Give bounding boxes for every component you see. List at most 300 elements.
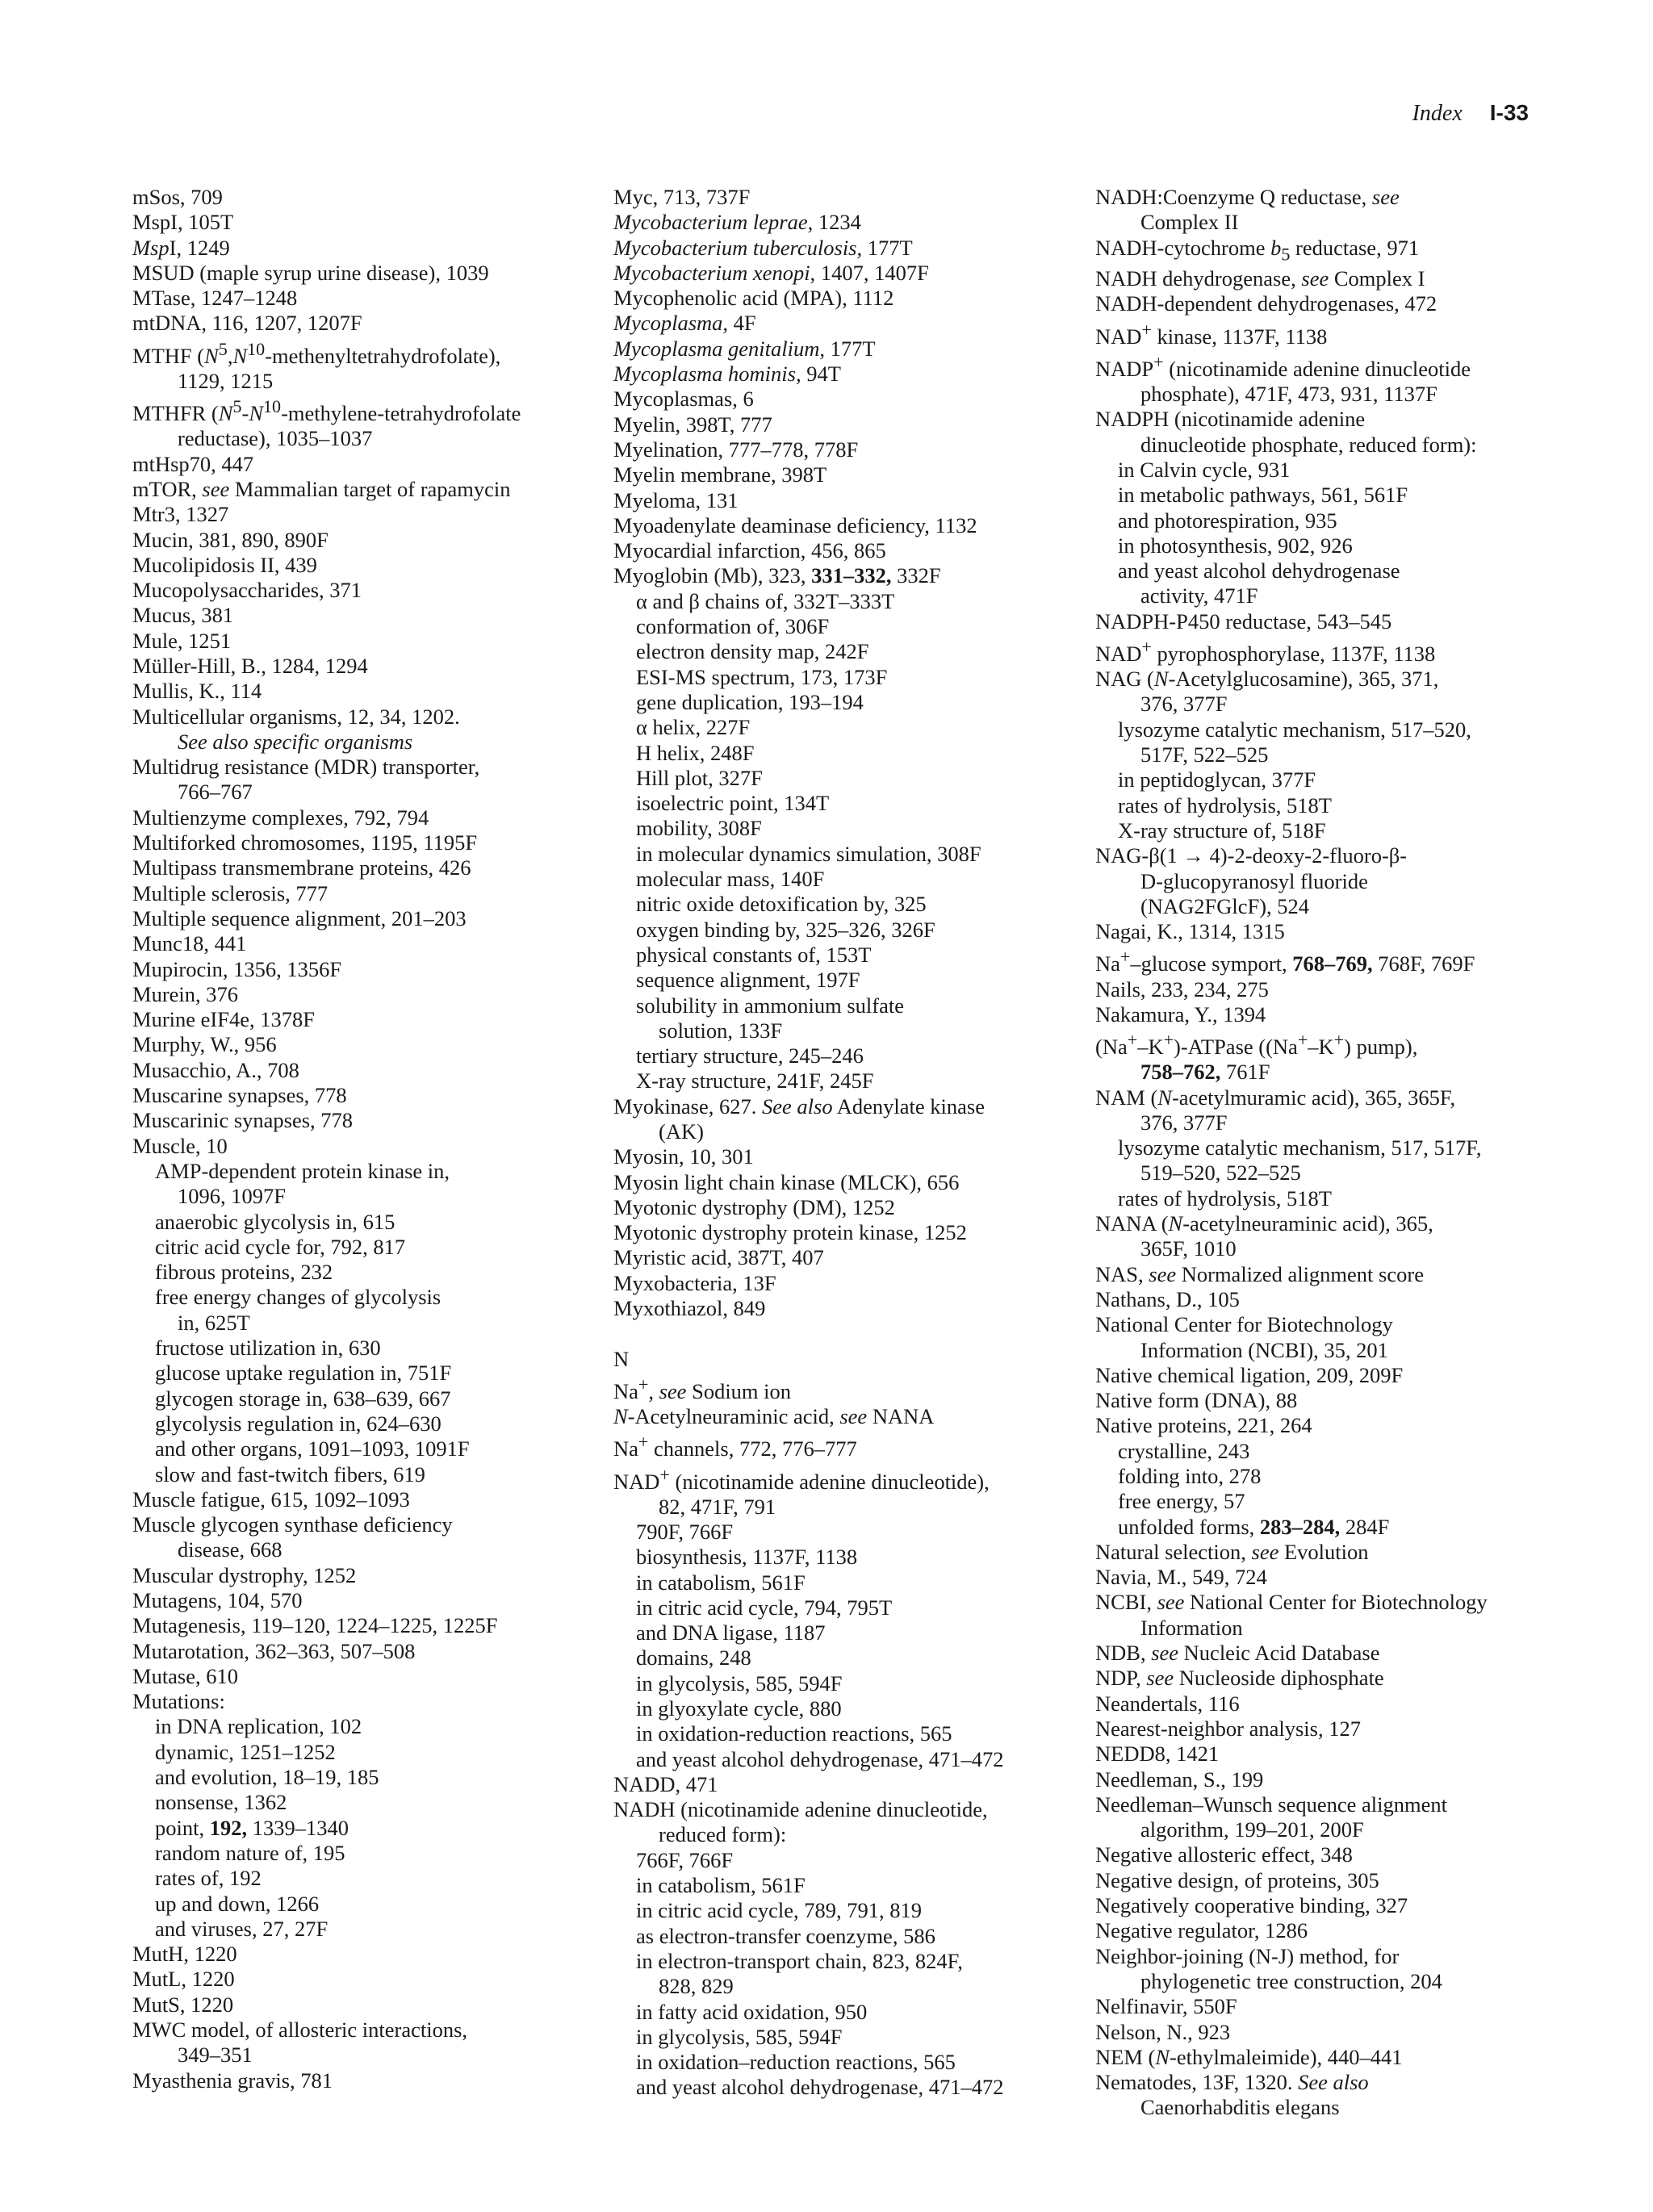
index-entry: [613, 311, 1073, 336]
index-entry: [1095, 1994, 1555, 2019]
entry-line: ESI-MS spectrum, 173, 173F: [636, 664, 888, 689]
entry-continuation: Information (NCBI), 35, 201: [1140, 1337, 1388, 1362]
index-entry: [132, 705, 592, 755]
entry-line: MspI, 1249: [132, 235, 230, 260]
section-gap: [613, 1321, 1073, 1346]
index-subentry: [613, 614, 1073, 639]
entry-line: Muscarine synapses, 778: [132, 1083, 347, 1108]
entry-line: Myxobacteria, 13F: [613, 1270, 776, 1295]
entry-line: Negatively cooperative binding, 327: [1095, 1893, 1408, 1918]
index-subentry: [613, 1520, 1073, 1545]
entry-line: Myoadenylate deaminase deficiency, 1132: [613, 512, 977, 537]
index-subentry: [613, 1043, 1073, 1068]
index-entry: [1095, 1666, 1555, 1691]
index-subentry: [1095, 558, 1555, 609]
entry-line: folding into, 278: [1118, 1463, 1262, 1488]
index-entry: [613, 236, 1073, 261]
index-subentry: [1095, 1464, 1555, 1489]
index-entry: [613, 210, 1073, 235]
entry-line: Mycobacterium tuberculosis, 177T: [613, 235, 913, 260]
index-entry: [613, 1372, 1073, 1404]
index-entry: [613, 1462, 1073, 1520]
index-subentry: [613, 690, 1073, 715]
entry-line: Musacchio, A., 708: [132, 1057, 299, 1082]
index-entry: [132, 185, 592, 210]
entry-line: NAG (N-Acetylglucosamine), 365, 371,: [1095, 667, 1439, 692]
index-entry: [613, 1195, 1073, 1220]
entry-line: Murphy, W., 956: [132, 1032, 277, 1057]
entry-line: NANA (N-acetylneuraminic acid), 365,: [1095, 1211, 1433, 1236]
entry-line: Myelination, 777–778, 778F: [613, 437, 859, 462]
index-entry: [132, 1487, 592, 1512]
entry-line: sequence alignment, 197F: [636, 968, 860, 993]
index-subentry: [613, 1645, 1073, 1670]
index-subentry: [132, 1361, 592, 1386]
index-entry: [1095, 2070, 1555, 2121]
entry-line: slow and fast-twitch fibers, 619: [155, 1461, 425, 1487]
entry-line: Mutarotation, 362–363, 507–508: [132, 1638, 416, 1663]
index-entry: [132, 452, 592, 477]
index-subentry: [613, 1595, 1073, 1620]
entry-line: in photosynthesis, 902, 926: [1118, 533, 1353, 558]
index-entry: [613, 387, 1073, 412]
entry-line: domains, 248: [636, 1645, 751, 1670]
index-subentry: [132, 1210, 592, 1235]
index-entry: [132, 1967, 592, 1992]
index-subentry: [613, 1721, 1073, 1746]
index-entry: [1095, 236, 1555, 267]
entry-line: NAM (N-acetylmuramic acid), 365, 365F,: [1095, 1085, 1456, 1110]
entry-line: Myocardial infarction, 456, 865: [613, 538, 886, 563]
entry-line: and yeast alcohol dehydrogenase, 471–472: [636, 2075, 1004, 2100]
entry-line: and viruses, 27, 27F: [155, 1916, 329, 1941]
index-entry: [1095, 609, 1555, 634]
entry-line: Hill plot, 327F: [636, 765, 763, 790]
entry-line: Mullis, K., 114: [132, 679, 262, 704]
entry-line: in DNA replication, 102: [155, 1714, 362, 1739]
entry-line: Myokinase, 627. See also Adenylate kinase: [613, 1093, 985, 1119]
entry-line: random nature of, 195: [155, 1840, 345, 1865]
entry-line: MTHF $(N^5,N^{10}-methenyltetrahydrofolate)$,: [132, 338, 501, 368]
entry-line: Neandertals, 116: [1095, 1691, 1240, 1716]
entry-continuation: 1096, 1097F: [178, 1184, 286, 1209]
index-entry: [1095, 1540, 1555, 1565]
entry-line: National Center for Biotechnology: [1095, 1312, 1393, 1337]
index-entry: [1095, 1590, 1555, 1641]
index-entry: [1095, 1363, 1555, 1388]
entry-line: Myristic acid, 387T, 407: [613, 1245, 824, 1270]
index-subentry: [1095, 1186, 1555, 1211]
entry-continuation: 828, 829: [659, 1974, 734, 1999]
index-entry: [132, 553, 592, 578]
index-entry: [613, 1347, 1073, 1372]
entry-line: MSUD (maple syrup urine disease), 1039: [132, 260, 489, 285]
entry-continuation: solution, 133F: [659, 1018, 783, 1043]
index-entry: [132, 881, 592, 906]
entry-line: X-ray structure, 241F, 245F: [636, 1068, 874, 1093]
index-subentry: [132, 1235, 592, 1260]
index-entry: [132, 210, 592, 235]
entry-line: Myasthenia gravis, 781: [132, 2068, 333, 2093]
index-entry: [132, 629, 592, 654]
index-subentry: [1095, 483, 1555, 508]
index-subentry: [613, 1696, 1073, 1721]
entry-line: Mupirocin, 1356, 1356F: [132, 956, 342, 981]
index-entry: [132, 755, 592, 805]
entry-line: Nails, 233, 234, 275: [1095, 976, 1269, 1001]
index-subentry: [613, 1924, 1073, 1949]
entry-line: N-Acetylneuraminic acid, see NANA: [613, 1404, 935, 1429]
entry-continuation: reductase), 1035–1037: [178, 426, 373, 451]
index-entry: [1095, 1716, 1555, 1742]
index-entry: [132, 311, 592, 336]
index-entry: [1095, 1641, 1555, 1666]
entry-line: in electron-transport chain, 823, 824F,: [636, 1948, 963, 1973]
entry-line: Mutagenesis, 119–120, 1224–1225, 1225F: [132, 1613, 498, 1638]
entry-line: Myosin light chain kinase (MLCK), 656: [613, 1169, 960, 1194]
index-subentry: [613, 766, 1073, 791]
index-entry: [1095, 944, 1555, 976]
entry-line: rates of, 192: [155, 1866, 262, 1891]
entry-line: NADH dehydrogenase, see Complex I: [1095, 266, 1425, 291]
entry-line: Multienzyme complexes, 792, 794: [132, 805, 429, 830]
index-subentry: [132, 1917, 592, 1942]
entry-line: MWC model, of allosteric interactions,: [132, 2018, 468, 2043]
index-entry: [613, 185, 1073, 210]
entry-line: Nakamura, Y., 1394: [1095, 1001, 1266, 1027]
entry-continuation: 766–767: [178, 780, 253, 805]
entry-line: Mtr3, 1327: [132, 502, 229, 527]
index-subentry: [613, 639, 1073, 664]
index-subentry: [132, 1285, 592, 1336]
entry-line: Na+, see Sodium ion: [613, 1374, 792, 1403]
entry-line: Multidrug resistance (MDR) transporter,: [132, 755, 480, 780]
entry-line: citric acid cycle for, 792, 817: [155, 1234, 406, 1259]
entry-line: anaerobic glycolysis in, 615: [155, 1209, 395, 1234]
entry-continuation: in, 625T: [178, 1310, 250, 1335]
index-entry: [132, 2068, 592, 2093]
index-subentry: [132, 1411, 592, 1436]
entry-line: Native form (DNA), 88: [1095, 1388, 1298, 1413]
index-entry: [613, 1271, 1073, 1296]
entry-line: NEM (N-ethylmaleimide), 440–441: [1095, 2044, 1403, 2069]
index-subentry: [613, 1873, 1073, 1898]
entry-line: Müller-Hill, B., 1284, 1294: [132, 654, 368, 678]
index-entry: [132, 654, 592, 679]
entry-line: Nelfinavir, 550F: [1095, 1994, 1237, 2019]
index-entry: [613, 1094, 1073, 1145]
index-entry: [132, 1664, 592, 1689]
entry-line: Murein, 376: [132, 981, 239, 1006]
index-entry: [613, 1404, 1073, 1429]
index-subentry: [613, 1570, 1073, 1595]
entry-line: Mycoplasma genitalium, 177T: [613, 336, 876, 361]
entry-line: Mule, 1251: [132, 628, 232, 653]
index-entry: [1095, 317, 1555, 349]
index-subentry: [613, 816, 1073, 841]
entry-line: X-ray structure of, 518F: [1118, 817, 1326, 843]
entry-line: solubility in ammonium sulfate: [636, 993, 904, 1018]
index-entry: [1095, 266, 1555, 291]
entry-line: as electron-transfer coenzyme, 586: [636, 1923, 935, 1948]
index-entry: [132, 236, 592, 261]
entry-line: nitric oxide detoxification by, 325: [636, 892, 927, 917]
index-entry: [132, 261, 592, 286]
entry-line: glucose uptake regulation in, 751F: [155, 1361, 452, 1386]
index-subentry: [1095, 767, 1555, 792]
entry-line: Mycoplasmas, 6: [613, 387, 754, 412]
entry-line: α and β chains of, 332T–333T: [636, 588, 895, 613]
index-entry: [613, 513, 1073, 538]
entry-line: mtHsp70, 447: [132, 451, 254, 476]
index-entry: [1095, 1262, 1555, 1287]
entry-line: Muscarinic synapses, 778: [132, 1108, 354, 1133]
entry-line: Nathans, D., 105: [1095, 1286, 1240, 1311]
entry-line: Negative allosteric effect, 348: [1095, 1842, 1353, 1867]
entry-continuation: 376, 377F: [1140, 692, 1228, 717]
entry-line: Native proteins, 221, 264: [1095, 1413, 1312, 1438]
index-entry: [1095, 407, 1555, 458]
entry-line: free energy, 57: [1118, 1489, 1245, 1514]
entry-line: α helix, 227F: [636, 715, 751, 740]
index-entry: [613, 286, 1073, 311]
entry-line: fibrous proteins, 232: [155, 1260, 333, 1285]
index-subentry: [613, 1620, 1073, 1645]
index-entry: [1095, 1918, 1555, 1943]
entry-line: in glycolysis, 585, 594F: [636, 2024, 843, 2049]
entry-continuation: reduced form):: [659, 1822, 787, 1847]
entry-line: NADPH (nicotinamide adenine: [1095, 407, 1366, 432]
index-subentry: [613, 892, 1073, 917]
index-entry: [1095, 1312, 1555, 1363]
index-subentry: [1095, 1489, 1555, 1514]
entry-line: tertiary structure, 245–246: [636, 1043, 864, 1068]
index-entry: [613, 437, 1073, 462]
entry-line: in molecular dynamics simulation, 308F: [636, 841, 981, 866]
index-subentry: [613, 665, 1073, 690]
entry-line: in peptidoglycan, 377F: [1118, 767, 1316, 792]
index-entry: [613, 1296, 1073, 1321]
index-subentry: [613, 867, 1073, 892]
index-entry: [132, 1563, 592, 1588]
index-entry: [1095, 1868, 1555, 1893]
entry-line: Needleman, S., 199: [1095, 1767, 1264, 1792]
index-subentry: [132, 1816, 592, 1841]
index-entry: [132, 578, 592, 603]
entry-line: dynamic, 1251–1252: [155, 1739, 336, 1764]
index-entry: [1095, 1792, 1555, 1843]
entry-line: (Na+–K+)-ATPase ((Na+–K+) pump),: [1095, 1030, 1418, 1059]
entry-line: Mutations:: [132, 1689, 225, 1714]
index-entry: [613, 1797, 1073, 1848]
index-subentry: [132, 1436, 592, 1461]
entry-line: MTase, 1247–1248: [132, 286, 298, 311]
index-entry: [613, 261, 1073, 286]
entry-line: in Calvin cycle, 931: [1118, 457, 1291, 482]
entry-continuation: disease, 668: [178, 1537, 282, 1562]
entry-line: Multicellular organisms, 12, 34, 1202.: [132, 704, 460, 729]
index-entry: [132, 1032, 592, 1057]
entry-continuation: 82, 471F, 791: [659, 1494, 776, 1519]
entry-line: NEDD8, 1421: [1095, 1742, 1220, 1767]
index-subentry: [1095, 1439, 1555, 1464]
entry-line: Mucus, 381: [132, 603, 234, 628]
index-subentry: [132, 1841, 592, 1866]
index-entry: [132, 1992, 592, 2018]
index-entry: [613, 1245, 1073, 1270]
index-entry: [613, 538, 1073, 563]
entry-line: mSos, 709: [132, 185, 223, 209]
entry-continuation: (NAG2FGlcF), 524: [1140, 893, 1310, 918]
index-entry: [1095, 2045, 1555, 2070]
entry-line: Multiple sclerosis, 777: [132, 880, 329, 905]
index-entry: [1095, 1211, 1555, 1262]
entry-line: Nematodes, 13F, 1320. See also: [1095, 2070, 1369, 2095]
index-entry: [613, 1220, 1073, 1245]
index-entry: [1095, 1767, 1555, 1792]
index-entry: [132, 1007, 592, 1032]
index-subentry: [132, 1892, 592, 1917]
entry-line: NAD+ kinase, 1137F, 1138: [1095, 319, 1328, 349]
entry-line: AMP-dependent protein kinase in,: [155, 1158, 450, 1183]
entry-line: lysozyme catalytic mechanism, 517, 517F,: [1118, 1135, 1482, 1160]
index-entry: [132, 1942, 592, 1967]
index-entry: [132, 286, 592, 311]
entry-line: and photorespiration, 935: [1118, 508, 1337, 533]
index-entry: [132, 1108, 592, 1133]
entry-continuation: 519–520, 522–525: [1140, 1160, 1301, 1185]
entry-continuation: 1129, 1215: [178, 368, 274, 393]
index-entry: [132, 394, 592, 451]
index-subentry: [132, 1866, 592, 1891]
index-subentry: [132, 1765, 592, 1790]
entry-line: Myxothiazol, 849: [613, 1296, 766, 1321]
entry-line: molecular mass, 140F: [636, 867, 825, 892]
entry-line: Myeloma, 131: [613, 487, 739, 512]
entry-line: and yeast alcohol dehydrogenase: [1118, 558, 1400, 583]
index-entry: [132, 805, 592, 830]
entry-line: in citric acid cycle, 789, 791, 819: [636, 1898, 922, 1923]
index-entry: [132, 1639, 592, 1664]
entry-line: Myelin, 398T, 777: [613, 412, 772, 437]
index-subentry: [613, 918, 1073, 943]
index-entry: [1095, 1742, 1555, 1767]
index-entry: [613, 1429, 1073, 1461]
index-column-1: [132, 185, 592, 2093]
index-entry: [1095, 1565, 1555, 1590]
index-entry: [1095, 291, 1555, 316]
index-column-3: [1095, 185, 1555, 2121]
index-entry: [132, 1134, 592, 1159]
index-entry: [132, 957, 592, 982]
entry-line: Myelin membrane, 398T: [613, 462, 827, 487]
entry-line: nonsense, 1362: [155, 1790, 287, 1815]
index-subentry: [613, 1545, 1073, 1570]
entry-line: Mycoplasma hominis, 94T: [613, 362, 841, 387]
entry-line: Munc18, 441: [132, 931, 247, 956]
entry-line: Myosin, 10, 301: [613, 1144, 754, 1169]
entry-line: NADPH-P450 reductase, 543–545: [1095, 608, 1392, 633]
entry-line: in catabolism, 561F: [636, 1873, 806, 1898]
index-entry: [613, 488, 1073, 513]
index-entry: [1095, 977, 1555, 1002]
entry-line: isoelectric point, 134T: [636, 791, 830, 816]
entry-line: oxygen binding by, 325–326, 326F: [636, 917, 935, 942]
index-subentry: [613, 2000, 1073, 2025]
index-entry: [1095, 1893, 1555, 1918]
entry-line: NADH-dependent dehydrogenases, 472: [1095, 291, 1437, 316]
entry-line: NADD, 471: [613, 1771, 718, 1796]
entry-line: MspI, 105T: [132, 210, 234, 235]
page-number: I-33: [1489, 100, 1529, 125]
entry-line: NADH-cytochrome $b_5$ reductase, 971: [1095, 235, 1420, 264]
index-subentry: [132, 1386, 592, 1411]
index-subentry: [613, 2050, 1073, 2075]
entry-line: fructose utilization in, 630: [155, 1336, 381, 1361]
index-subentry: [132, 1740, 592, 1765]
entry-line: gene duplication, 193–194: [636, 689, 864, 714]
index-entry: [1095, 1287, 1555, 1312]
index-subentry: [132, 1260, 592, 1285]
entry-line: and yeast alcohol dehydrogenase, 471–472: [636, 1746, 1004, 1771]
entry-line: Mycobacterium xenopi, 1407, 1407F: [613, 260, 929, 285]
entry-line: rates of hydrolysis, 518T: [1118, 1185, 1332, 1211]
index-subentry: [613, 968, 1073, 993]
entry-line: Myotonic dystrophy protein kinase, 1252: [613, 1220, 967, 1245]
entry-line: 790F, 766F: [636, 1519, 734, 1544]
index-entry: [613, 412, 1073, 437]
entry-line: glycolysis regulation in, 624–630: [155, 1411, 441, 1436]
entry-line: point, 192, 1339–1340: [155, 1815, 349, 1840]
entry-line: Myotonic dystrophy (DM), 1252: [613, 1194, 895, 1219]
entry-line: Negative regulator, 1286: [1095, 1918, 1308, 1943]
index-subentry: [1095, 818, 1555, 843]
index-entry: [1095, 1691, 1555, 1716]
entry-line: Na+–glucose symport, 768–769, 768F, 769F: [1095, 947, 1475, 976]
entry-line: NDB, see Nucleic Acid Database: [1095, 1641, 1380, 1666]
index-entry: [132, 982, 592, 1007]
entry-line: Needleman–Wunsch sequence alignment: [1095, 1792, 1448, 1817]
index-entry: [132, 528, 592, 553]
entry-line: in metabolic pathways, 561, 561F: [1118, 483, 1408, 508]
entry-line: Murine eIF4e, 1378F: [132, 1007, 315, 1032]
index-entry: [1095, 919, 1555, 944]
index-entry: [132, 1083, 592, 1108]
entry-continuation: Complex II: [1140, 210, 1239, 235]
index-entry: [1095, 349, 1555, 407]
index-subentry: [613, 1848, 1073, 1873]
entry-line: mtDNA, 116, 1207, 1207F: [132, 311, 362, 336]
index-entry: [132, 502, 592, 527]
index-subentry: [613, 943, 1073, 968]
entry-line: Navia, M., 549, 724: [1095, 1565, 1267, 1590]
entry-line: Myc, 713, 737F: [613, 185, 751, 209]
entry-line: Natural selection, see Evolution: [1095, 1539, 1369, 1564]
index-column-2: [613, 185, 1073, 2101]
index-entry: [132, 1058, 592, 1083]
entry-line: glycogen storage in, 638–639, 667: [155, 1386, 451, 1411]
entry-line: Nelson, N., 923: [1095, 2019, 1231, 2044]
index-subentry: [132, 1714, 592, 1739]
index-subentry: [613, 1949, 1073, 2000]
index-entry: [132, 1613, 592, 1638]
entry-continuation: See also specific organisms: [178, 729, 413, 754]
entry-line: Mycophenolic acid (MPA), 1112: [613, 286, 894, 311]
entry-line: unfolded forms, 283–284, 284F: [1118, 1514, 1390, 1539]
index-entry: [1095, 1002, 1555, 1027]
entry-line: NDP, see Nucleoside diphosphate: [1095, 1666, 1384, 1691]
index-entry: [132, 1588, 592, 1613]
